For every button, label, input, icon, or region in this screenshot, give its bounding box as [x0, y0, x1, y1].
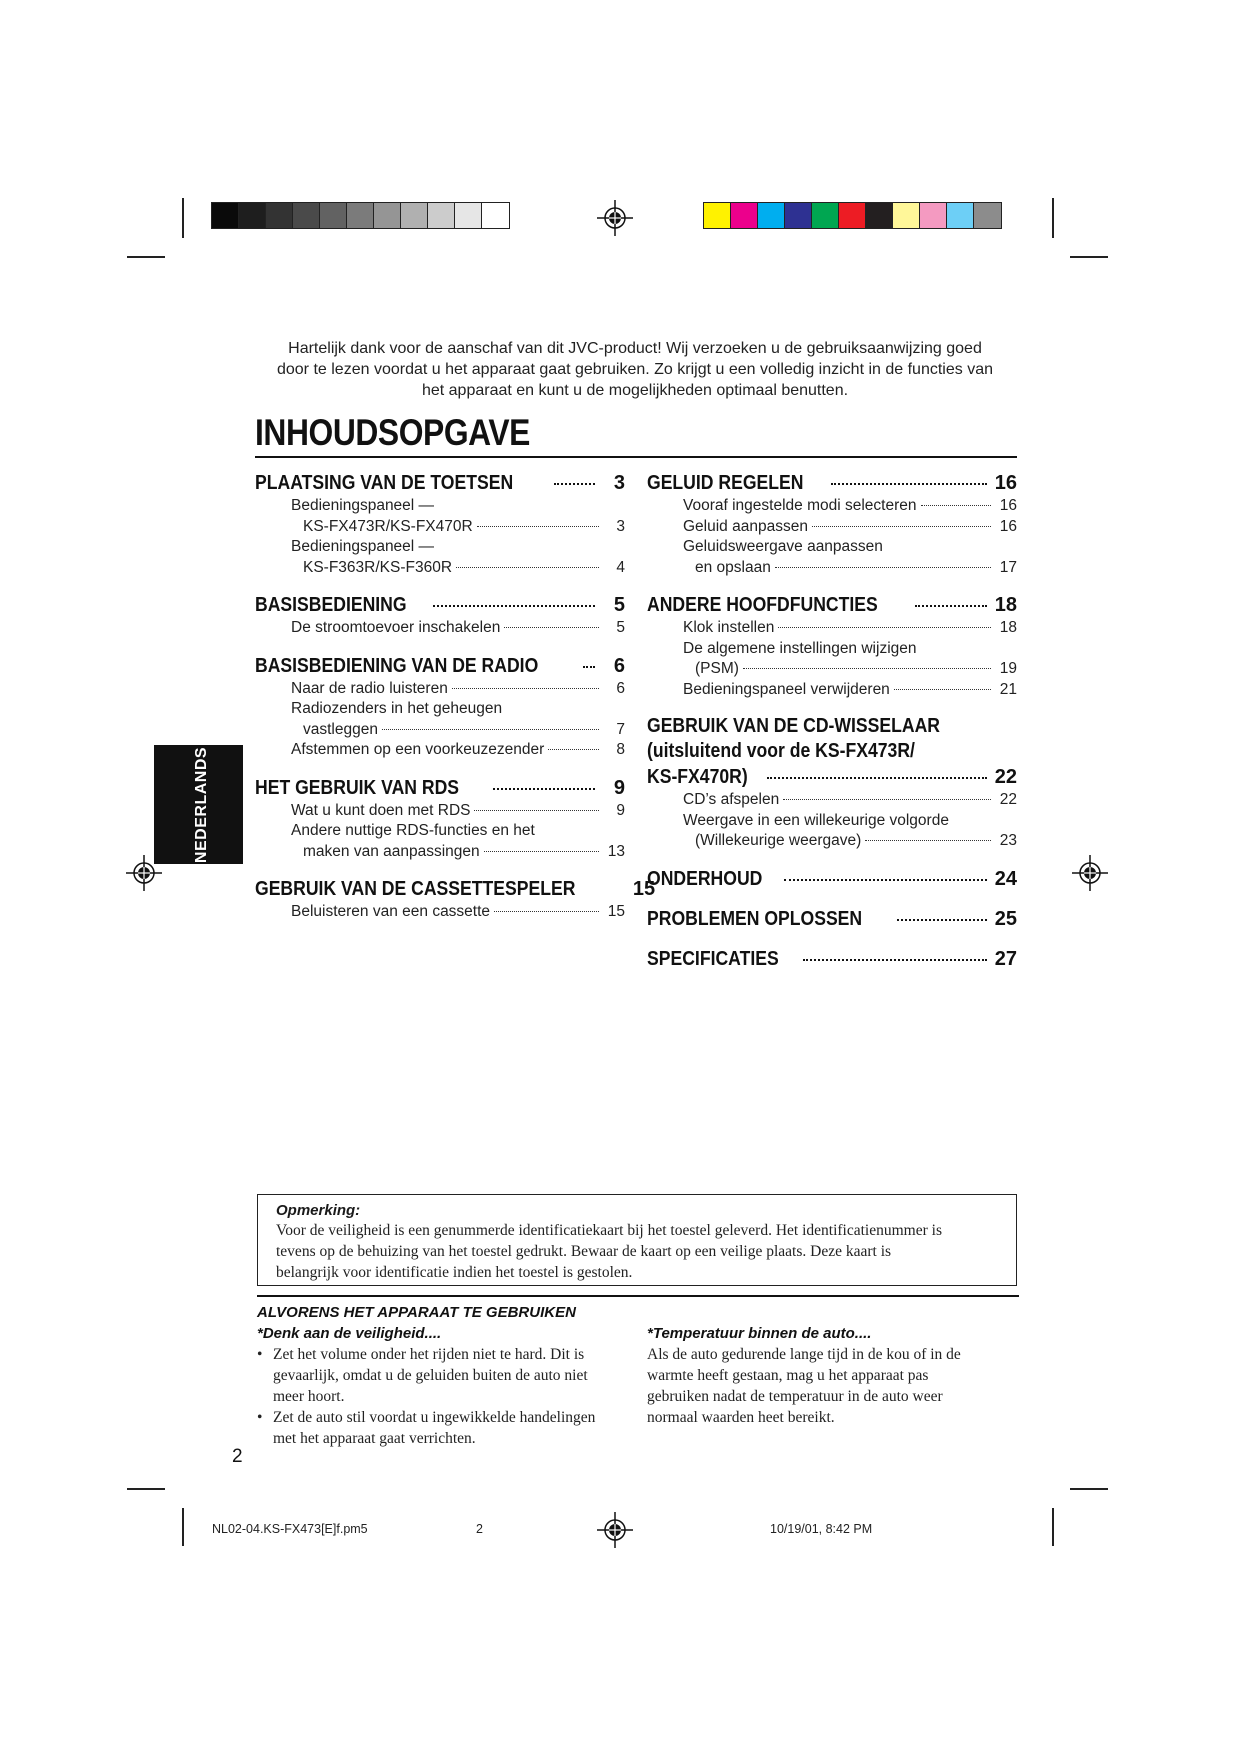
leader-dots [783, 799, 991, 800]
toc-heading[interactable] [647, 470, 1017, 496]
crop-mark [1052, 198, 1054, 238]
toc-page: 15 [632, 878, 656, 900]
color-swatch [866, 203, 893, 228]
toc-heading[interactable] [255, 876, 656, 902]
toc-heading-label: SPECIFICATIES [647, 947, 779, 970]
leader-dots [743, 668, 991, 669]
toc-item-label: Wat u kunt doen met RDS [291, 801, 471, 819]
toc-page: 16 [999, 517, 1017, 535]
toc-section [255, 775, 625, 863]
toc-left-column [255, 470, 656, 923]
toc-item-label: Klok instellen [683, 619, 775, 636]
leader-dots [803, 959, 987, 961]
toc-item-label: De stroomtoevoer inschakelen [291, 619, 501, 636]
color-swatch [347, 203, 374, 228]
leader-dots [778, 627, 991, 628]
color-swatch [758, 203, 785, 228]
leader-dots [494, 911, 599, 912]
color-swatch [374, 203, 401, 228]
bullet-line: Zet de auto stil voordat u ingewikkelde handelingen [273, 1409, 596, 1426]
toc-heading-label: BASISBEDIENING [255, 594, 407, 616]
toc-heading[interactable] [647, 906, 1017, 932]
leader-dots [433, 605, 595, 607]
toc-page: 22 [994, 766, 1017, 788]
footer-page: 2 [476, 1522, 483, 1536]
toc-page: 3 [616, 517, 625, 535]
temperature-line: Als de auto gedurende lange tijd in de kou of in de [647, 1346, 961, 1363]
toc-item-label: KS-FX473R/KS-FX470R [303, 517, 473, 535]
toc-item-line: Radiozenders in het geheugen [291, 700, 503, 717]
toc-page: 16 [994, 472, 1017, 494]
toc-page: 19 [999, 660, 1017, 677]
toc-heading-label: GEBRUIK VAN DE CD-WISSELAAR [647, 715, 941, 737]
toc-page: 13 [607, 842, 625, 860]
toc-heading-label: BASISBEDIENING VAN DE RADIO [255, 654, 539, 677]
safety-title: *Denk aan de veiligheid.... [257, 1325, 442, 1342]
toc-item-line: Geluidsweergave aanpassen [683, 538, 883, 555]
toc-page: 9 [613, 776, 625, 799]
leader-dots [548, 749, 599, 750]
language-tab [154, 745, 243, 864]
registration-mark-icon [1072, 855, 1108, 891]
toc-item[interactable] [255, 801, 625, 822]
bullet-line: Zet het volume onder het rijden niet te hard. Dit is [273, 1346, 585, 1363]
color-swatch [320, 203, 347, 228]
leader-dots [894, 689, 991, 690]
toc-item[interactable] [255, 679, 625, 700]
toc-heading-label: (uitsluitend voor de KS-FX473R/ [647, 740, 915, 762]
toc-section [647, 906, 1017, 932]
leader-dots [452, 688, 599, 689]
toc-page: 7 [616, 720, 625, 738]
crop-mark [1052, 1508, 1054, 1546]
leader-dots [493, 788, 595, 790]
note-line: tevens op de behuizing van het toestel gedrukt. Bewaar de kaart op een veilige plaats. Deze kaart is [276, 1243, 892, 1260]
toc-section [647, 946, 1017, 972]
leader-dots [915, 605, 987, 607]
toc-section [255, 592, 625, 639]
leader-dots [897, 919, 987, 921]
toc-page: 18 [999, 619, 1017, 636]
leader-dots [382, 729, 599, 730]
toc-item[interactable] [255, 902, 625, 923]
page-number: 2 [232, 1446, 243, 1467]
color-swatch [920, 203, 947, 228]
toc-item[interactable] [647, 618, 1017, 639]
toc-item[interactable] [255, 517, 625, 538]
bullet-icon: • [257, 1409, 263, 1426]
toc-page: 25 [994, 907, 1017, 930]
toc-item-label: Geluid aanpassen [683, 517, 808, 535]
toc-item[interactable] [255, 618, 625, 639]
color-swatch [401, 203, 428, 228]
toc-page: 8 [616, 741, 625, 758]
toc-section [647, 866, 1017, 892]
color-swatch [785, 203, 812, 228]
leader-dots [865, 840, 991, 841]
color-swatch [455, 203, 482, 228]
leader-dots [474, 810, 599, 811]
toc-item-line: Bedieningspaneel — [291, 497, 435, 514]
toc-page: 15 [607, 903, 625, 920]
toc-item-label: CD’s afspelen [683, 791, 780, 808]
color-swatch [704, 203, 731, 228]
toc-item-label: Naar de radio luisteren [291, 679, 448, 697]
title-divider [255, 456, 1017, 458]
before-use-left [257, 1302, 627, 1449]
bullet-line: met het apparaat gaat verrichten. [273, 1430, 476, 1447]
toc-heading-label: GELUID REGELEN [647, 472, 804, 494]
intro-line: Hartelijk dank voor de aanschaf van dit JVC-product! Wij verzoeken u de gebruiksaanwijzing goed [288, 340, 982, 357]
toc-heading-label: PROBLEMEN OPLOSSEN [647, 907, 863, 930]
registration-mark-icon [597, 1512, 633, 1548]
note-title: Opmerking: [276, 1202, 361, 1219]
toc-item-line: Weergave in een willekeurige volgorde [683, 811, 949, 829]
toc-item-label: Bedieningspaneel verwijderen [683, 680, 890, 698]
footer-filename: NL02-04.KS-FX473[E]f.pm5 [212, 1522, 368, 1536]
leader-dots [504, 627, 599, 628]
registration-mark-icon [597, 200, 633, 236]
color-swatch [731, 203, 758, 228]
toc-item[interactable] [647, 680, 1017, 701]
color-swatch [293, 203, 320, 228]
toc-page: 5 [613, 594, 625, 616]
toc-heading-label: ANDERE HOOFDFUNCTIES [647, 594, 878, 616]
crop-mark [127, 256, 165, 258]
toc-heading-label: HET GEBRUIK VAN RDS [255, 776, 460, 799]
intro-line: door te lezen voordat u het apparaat gaat gebruiken. Zo krijgt u een volledig inzicht in de functies van [276, 361, 993, 378]
toc-heading-label: GEBRUIK VAN DE CASSETTESPELER [255, 878, 576, 900]
temperature-line: warmte heeft gestaan, mag u het apparaat pas [647, 1367, 929, 1384]
crop-mark [182, 198, 184, 238]
bullet-item [257, 1407, 627, 1449]
color-swatch [428, 203, 455, 228]
toc-right-column [647, 470, 1017, 972]
leader-dots [477, 526, 599, 527]
leader-dots [831, 483, 987, 485]
crop-mark [1070, 1488, 1108, 1490]
note-line: Voor de veiligheid is een genummerde identificatiekaart bij het toestel geleverd. Het identificatienummer is [276, 1222, 942, 1239]
toc-section [255, 470, 625, 578]
leader-dots [921, 505, 991, 506]
toc-item[interactable] [647, 831, 1017, 852]
toc-item-label: (PSM) [695, 660, 739, 677]
note-line: belangrijk voor identificatie indien het toestel is gestolen. [276, 1264, 633, 1281]
toc-heading-line[interactable] [647, 739, 1017, 764]
leader-dots [554, 483, 595, 485]
toc-item[interactable] [647, 558, 1017, 579]
color-swatch [812, 203, 839, 228]
grayscale-calibration-bar [211, 202, 510, 229]
toc-heading[interactable] [647, 866, 1017, 892]
toc-item-line: De algemene instellingen wijzigen [683, 639, 917, 657]
footer-date: 10/19/01, 8:42 PM [770, 1522, 873, 1536]
page-title: INHOUDSOPGAVE [255, 412, 530, 453]
color-swatch [974, 203, 1001, 228]
toc-heading[interactable] [647, 946, 1017, 972]
toc-heading-label: KS-FX470R) [647, 766, 748, 788]
bullet-item [257, 1344, 627, 1407]
leader-dots [484, 851, 599, 852]
toc-item-label: en opslaan [695, 558, 771, 576]
toc-page: 22 [999, 791, 1017, 808]
toc-item[interactable] [647, 517, 1017, 538]
toc-section [647, 714, 1017, 852]
toc-heading-label: PLAATSING VAN DE TOETSEN [255, 472, 514, 494]
crop-mark [127, 1488, 165, 1490]
leader-dots [812, 526, 991, 527]
before-use-heading: ALVORENS HET APPARAAT TE GEBRUIKEN [257, 1304, 576, 1321]
intro-line: het apparaat en kunt u de mogelijkheden optimaal benutten. [421, 382, 849, 399]
toc-item-label: (Willekeurige weergave) [695, 832, 862, 849]
toc-item-label: vastleggen [303, 720, 378, 738]
toc-section [255, 653, 625, 761]
toc-item-line: Andere nuttige RDS-functies en het [291, 822, 535, 839]
color-calibration-bar [703, 202, 1002, 229]
color-swatch [839, 203, 866, 228]
toc-item-label: KS-F363R/KS-F360R [303, 558, 453, 576]
toc-page: 6 [616, 679, 625, 697]
crop-mark [182, 1508, 184, 1546]
toc-item[interactable] [647, 790, 1017, 811]
toc-item[interactable] [647, 496, 1017, 517]
section-divider [257, 1295, 1019, 1297]
temperature-line: normaal waarden heet bereikt. [647, 1409, 835, 1426]
toc-page: 18 [994, 594, 1017, 616]
toc-heading[interactable] [255, 653, 625, 679]
toc-heading[interactable] [647, 764, 1017, 790]
temperature-title: *Temperatuur binnen de auto.... [647, 1325, 872, 1342]
leader-dots [775, 567, 991, 568]
leader-dots [767, 777, 987, 779]
leader-dots [583, 666, 595, 668]
toc-item[interactable] [647, 659, 1017, 680]
toc-heading[interactable] [255, 592, 625, 618]
bullet-line: meer hoort. [273, 1388, 345, 1405]
toc-page: 16 [999, 497, 1017, 514]
toc-page: 23 [999, 832, 1017, 849]
toc-item-label: maken van aanpassingen [303, 842, 480, 860]
toc-page: 4 [616, 558, 625, 576]
toc-page: 6 [613, 654, 625, 677]
toc-section [647, 470, 1017, 578]
color-swatch [266, 203, 293, 228]
leader-dots [456, 567, 599, 568]
color-swatch [482, 203, 509, 228]
toc-item-line: Bedieningspaneel — [291, 538, 435, 555]
toc-item[interactable] [255, 720, 625, 741]
toc-section [647, 592, 1017, 700]
toc-page: 5 [616, 619, 625, 636]
toc-page: 3 [613, 472, 625, 494]
crop-mark [1070, 256, 1108, 258]
toc-page: 21 [999, 680, 1017, 698]
before-use-right [647, 1323, 1017, 1428]
note-box [257, 1194, 1017, 1286]
toc-page: 24 [994, 867, 1017, 890]
color-swatch [212, 203, 239, 228]
language-tab-label: NEDERLANDS [193, 746, 210, 864]
toc-heading[interactable] [255, 470, 625, 496]
toc-heading[interactable] [255, 775, 625, 801]
intro-text [240, 338, 1030, 401]
toc-item[interactable] [255, 740, 625, 761]
toc-item-label: Vooraf ingestelde modi selecteren [683, 497, 917, 514]
toc-heading[interactable] [647, 592, 1017, 618]
toc-item-label: Beluisteren van een cassette [291, 903, 491, 920]
color-swatch [947, 203, 974, 228]
toc-heading-line[interactable] [647, 714, 1017, 739]
toc-heading-label: ONDERHOUD [647, 867, 763, 890]
leader-dots [784, 879, 987, 881]
toc-item[interactable] [255, 558, 625, 579]
bullet-line: gevaarlijk, omdat u de geluiden buiten de auto niet [273, 1367, 588, 1384]
toc-page: 27 [994, 947, 1017, 970]
color-swatch [239, 203, 266, 228]
color-swatch [893, 203, 920, 228]
toc-item[interactable] [255, 842, 625, 863]
toc-section [255, 876, 656, 923]
toc-page: 9 [616, 801, 625, 819]
toc-item-label: Afstemmen op een voorkeuzezender [291, 741, 545, 758]
toc-page: 17 [999, 558, 1017, 576]
temperature-line: gebruiken nadat de temperatuur in de auto weer [647, 1388, 943, 1405]
bullet-icon: • [257, 1346, 263, 1363]
